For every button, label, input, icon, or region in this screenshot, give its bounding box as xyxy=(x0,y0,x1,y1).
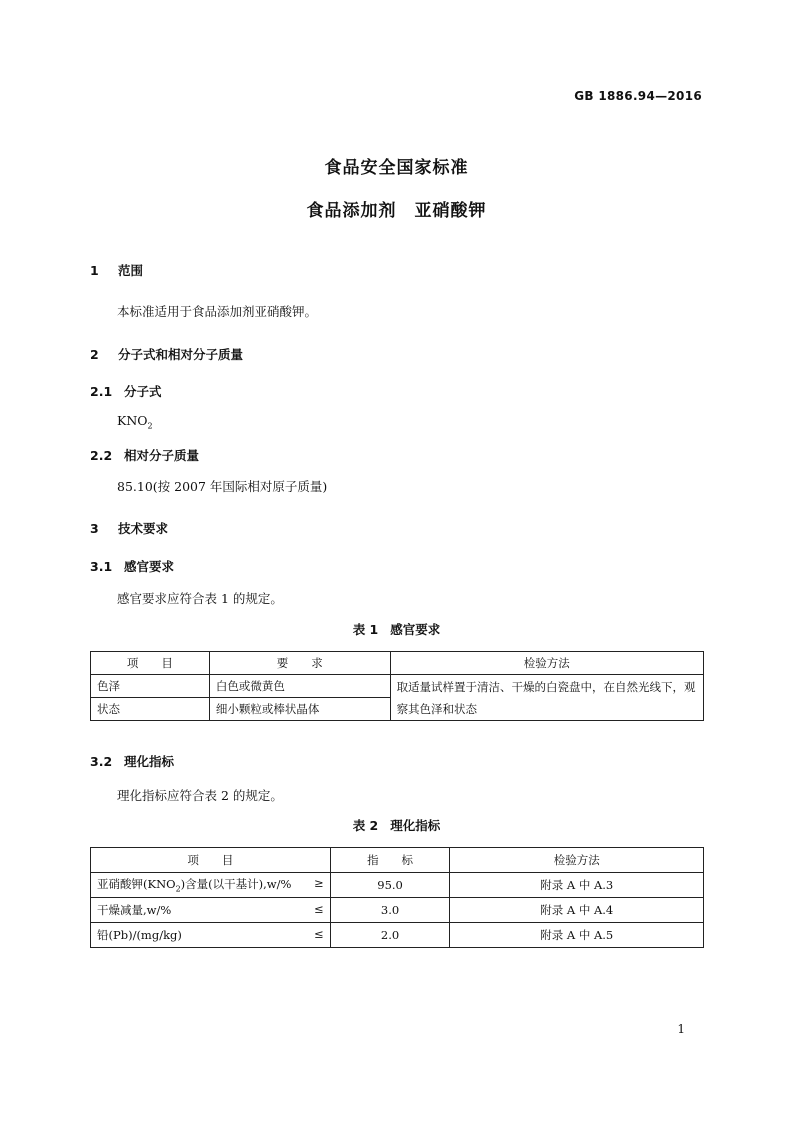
value-cell: 95.0 xyxy=(330,873,450,898)
section-number: 1 xyxy=(90,263,99,278)
item-cell xyxy=(91,873,331,898)
standard-number: GB 1886.94—2016 xyxy=(574,89,702,103)
section-title: 范围 xyxy=(118,263,144,278)
item-text: 干燥减量,w/% xyxy=(97,903,172,917)
section-number: 3.1 xyxy=(90,559,113,574)
document-title: 食品安全国家标准 xyxy=(324,158,469,178)
section-number: 2 xyxy=(90,347,99,362)
item-cell xyxy=(91,923,331,948)
section-2-heading xyxy=(90,345,243,363)
item-text: 铅(Pb)/(mg/kg) xyxy=(97,928,182,942)
section-number: 3 xyxy=(90,521,99,536)
table-header-row xyxy=(91,652,704,675)
caption-number: 表 1 xyxy=(352,622,379,637)
header-method: 检验方法 xyxy=(450,848,704,873)
table-2-physicochemical-indices xyxy=(90,847,704,948)
molecular-formula xyxy=(117,413,153,431)
table-row xyxy=(91,898,704,923)
section-title: 感官要求 xyxy=(124,559,175,574)
table-row xyxy=(91,675,704,698)
section-title: 相对分子质量 xyxy=(124,448,200,463)
operator: ≤ xyxy=(314,902,324,916)
caption-title: 理化指标 xyxy=(390,818,441,833)
requirement-cell: 白色或微黄色 xyxy=(209,675,390,698)
method-cell: 取适量试样置于清洁、干燥的白瓷盘中，在自然光线下，观察其色泽和状态 xyxy=(390,675,703,721)
table-1-caption xyxy=(0,620,793,638)
section-1-text: 本标准适用于食品添加剂亚硝酸钾。 xyxy=(117,304,318,319)
item-cell: 色泽 xyxy=(91,675,210,698)
section-title: 技术要求 xyxy=(118,521,169,536)
section-title: 分子式和相对分子质量 xyxy=(118,347,244,362)
section-3-2-heading xyxy=(90,752,174,770)
item-cell: 状态 xyxy=(91,698,210,721)
section-number: 2.2 xyxy=(90,448,113,463)
page-number: 1 xyxy=(677,1022,685,1036)
table-row xyxy=(91,873,704,898)
header-item: 项 目 xyxy=(91,652,210,675)
header-method: 检验方法 xyxy=(390,652,703,675)
table-2-caption xyxy=(0,816,793,834)
section-1-heading xyxy=(90,261,143,279)
caption-number: 表 2 xyxy=(352,818,379,833)
section-number: 3.2 xyxy=(90,754,113,769)
section-title: 理化指标 xyxy=(124,754,175,769)
operator: ≤ xyxy=(314,927,324,941)
section-2-2-heading xyxy=(90,446,199,464)
requirement-cell: 细小颗粒或棒状晶体 xyxy=(209,698,390,721)
molecular-weight-text: 85.10(按 2007 年国际相对原子质量) xyxy=(117,479,328,494)
item-subscript: 2 xyxy=(175,884,181,894)
section-3-2-text: 理化指标应符合表 2 的规定。 xyxy=(117,788,283,803)
method-cell: 附录 A 中 A.5 xyxy=(450,923,704,948)
method-cell: 附录 A 中 A.4 xyxy=(450,898,704,923)
section-3-heading xyxy=(90,519,168,537)
header-index: 指 标 xyxy=(330,848,450,873)
table-row xyxy=(91,923,704,948)
section-number: 2.1 xyxy=(90,384,113,399)
value-cell: 2.0 xyxy=(330,923,450,948)
item-cell xyxy=(91,898,331,923)
item-text-cont: )含量(以干基计),w/% xyxy=(180,877,292,892)
section-title: 分子式 xyxy=(124,384,162,399)
header-requirement: 要 求 xyxy=(209,652,390,675)
item-text: 亚硝酸钾(KNO xyxy=(97,877,176,892)
method-cell: 附录 A 中 A.3 xyxy=(450,873,704,898)
formula-subscript: 2 xyxy=(147,421,153,431)
value-cell: 3.0 xyxy=(330,898,450,923)
section-2-1-heading xyxy=(90,382,162,400)
table-1-sensory-requirements xyxy=(90,651,704,721)
section-3-1-text: 感官要求应符合表 1 的规定。 xyxy=(117,591,283,606)
operator: ≥ xyxy=(314,876,324,891)
caption-title: 感官要求 xyxy=(390,622,441,637)
formula-text: KNO xyxy=(117,413,148,428)
section-3-1-heading xyxy=(90,557,174,575)
header-item: 项 目 xyxy=(91,848,331,873)
table-header-row xyxy=(91,848,704,873)
document-subtitle: 食品添加剂 亚硝酸钾 xyxy=(306,201,487,221)
